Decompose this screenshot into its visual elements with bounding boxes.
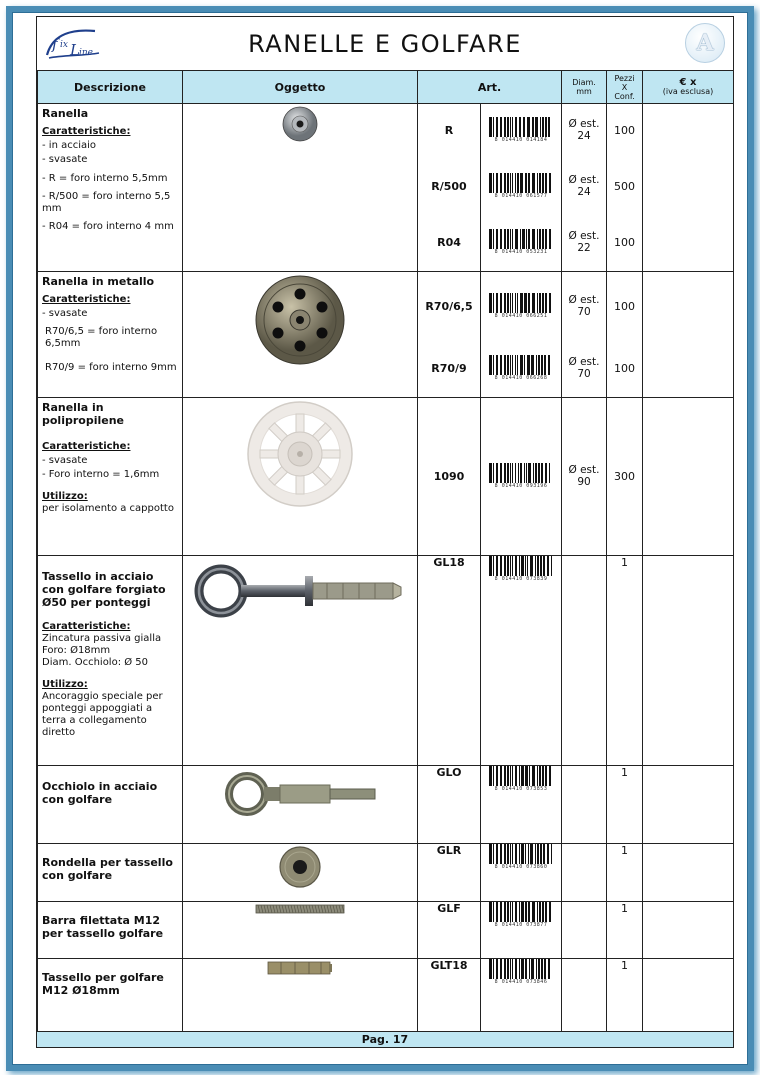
price-cell bbox=[643, 104, 734, 272]
barcode bbox=[488, 902, 554, 928]
product-name: Tassello per golfare M12 Ø18mm bbox=[42, 971, 164, 997]
art-cell bbox=[418, 902, 481, 959]
features-label: Caratteristiche: bbox=[42, 621, 131, 632]
pezzi-cell bbox=[607, 272, 643, 398]
barcode bbox=[488, 766, 554, 792]
feature-line: Foro: Ø18mm bbox=[42, 645, 111, 656]
pezzi-value: 1 bbox=[621, 766, 628, 779]
col-diam-l1: Diam. bbox=[572, 78, 596, 87]
category-badge bbox=[685, 23, 725, 63]
pezzi-cell bbox=[607, 959, 643, 1032]
feature-line: Diam. Occhiolo: Ø 50 bbox=[42, 657, 149, 668]
price-cell bbox=[643, 272, 734, 398]
feature-line: - R/500 = foro interno 5,5 mm bbox=[42, 191, 171, 214]
feature-line: R70/6,5 = foro interno 6,5mm bbox=[45, 326, 158, 349]
art-code: R70/9 bbox=[431, 361, 467, 375]
diam-label: Ø est. bbox=[568, 230, 600, 242]
eye-bolt-anchor-image bbox=[193, 556, 407, 626]
barcode bbox=[488, 293, 554, 319]
row-description bbox=[38, 398, 183, 556]
page-header bbox=[37, 17, 733, 71]
diam-cell bbox=[562, 959, 607, 1032]
diam-cell bbox=[562, 902, 607, 959]
col-pezzi bbox=[607, 71, 643, 104]
price-cell bbox=[643, 844, 734, 902]
svg-text:L: L bbox=[70, 41, 80, 59]
barcode-number: 8 014410 061577 bbox=[494, 193, 548, 199]
barcode bbox=[488, 229, 554, 255]
svg-text:f: f bbox=[52, 35, 58, 53]
pezzi-cell bbox=[607, 902, 643, 959]
product-name: Occhiolo in acciaio con golfare bbox=[42, 780, 158, 806]
row-description bbox=[38, 959, 183, 1032]
feature-line: Zincatura passiva gialla bbox=[42, 633, 162, 644]
barcode-number: 8 014410 066251 bbox=[494, 313, 548, 319]
row-description bbox=[38, 556, 183, 766]
pezzi-value: 500 bbox=[614, 179, 635, 193]
col-descrizione: Descrizione bbox=[38, 71, 183, 104]
product-table bbox=[37, 70, 734, 1032]
barcode-number: 8 014410 093196 bbox=[494, 483, 548, 489]
product-name: Ranella in metallo bbox=[42, 275, 155, 288]
table-row bbox=[38, 766, 734, 844]
pezzi-value: 1 bbox=[621, 844, 628, 857]
price-cell bbox=[643, 556, 734, 766]
feature-line: - in acciaio bbox=[42, 140, 97, 151]
usage-label: Utilizzo: bbox=[42, 491, 88, 502]
pezzi-value: 1 bbox=[621, 556, 628, 569]
art-code: R bbox=[444, 123, 454, 137]
diam-label: Ø est. bbox=[568, 356, 600, 368]
pezzi-cell bbox=[607, 556, 643, 766]
art-code: GLF bbox=[437, 902, 461, 915]
feature-line: - svasate bbox=[42, 154, 88, 165]
diam-cell bbox=[562, 272, 607, 398]
diam-value: 22 bbox=[577, 242, 591, 254]
art-code: R04 bbox=[437, 235, 461, 249]
product-name: Ranella bbox=[42, 107, 89, 120]
threaded-rod-image bbox=[255, 902, 345, 916]
art-cell bbox=[418, 844, 481, 902]
washer-small-image bbox=[280, 104, 320, 144]
diam-cell bbox=[562, 398, 607, 556]
pezzi-value: 100 bbox=[614, 123, 635, 137]
pezzi-cell bbox=[607, 766, 643, 844]
art-code: GL18 bbox=[433, 556, 465, 569]
pezzi-value: 1 bbox=[621, 902, 628, 915]
diam-value: 24 bbox=[577, 130, 591, 142]
barcode bbox=[488, 844, 554, 870]
col-diam bbox=[562, 71, 607, 104]
price-cell bbox=[643, 902, 734, 959]
product-image-cell bbox=[183, 766, 418, 844]
art-cell bbox=[418, 959, 481, 1032]
pezzi-value: 100 bbox=[614, 235, 635, 249]
pezzi-value: 300 bbox=[614, 469, 635, 483]
diam-label: Ø est. bbox=[568, 464, 600, 476]
barcode-cell bbox=[481, 104, 562, 272]
barcode-cell bbox=[481, 272, 562, 398]
usage-text: Ancoraggio speciale per ponteggi appoggiati a terra a collegamento diretto bbox=[42, 691, 163, 738]
table-row bbox=[38, 902, 734, 959]
col-pezzi-l2: X bbox=[621, 82, 628, 92]
svg-text:ine: ine bbox=[79, 48, 94, 58]
row-description bbox=[38, 104, 183, 272]
anchor-sleeve-image bbox=[267, 959, 333, 977]
barcode-cell bbox=[481, 844, 562, 902]
art-code: R/500 bbox=[431, 179, 467, 193]
feature-line: - Foro interno = 1,6mm bbox=[42, 469, 160, 480]
barcode bbox=[488, 173, 554, 199]
barcode-cell bbox=[481, 556, 562, 766]
row-description bbox=[38, 902, 183, 959]
diam-value: 70 bbox=[577, 368, 591, 380]
col-pezzi-l1: Pezzi bbox=[614, 73, 635, 83]
price-cell bbox=[643, 398, 734, 556]
row-description bbox=[38, 272, 183, 398]
feature-line: - svasate bbox=[42, 455, 88, 466]
feature-line: R70/9 = foro interno 9mm bbox=[45, 362, 177, 373]
table-row bbox=[38, 104, 734, 272]
table-row bbox=[38, 398, 734, 556]
col-prezzo bbox=[643, 71, 734, 104]
barcode bbox=[488, 463, 554, 489]
barcode bbox=[488, 355, 554, 381]
diam-label: Ø est. bbox=[568, 294, 600, 306]
row-description bbox=[38, 766, 183, 844]
barcode-cell bbox=[481, 766, 562, 844]
product-name: Ranella in polipropilene bbox=[42, 401, 124, 427]
col-oggetto: Oggetto bbox=[183, 71, 418, 104]
usage-text: per isolamento a cappotto bbox=[42, 503, 174, 514]
col-pezzi-l3: Conf. bbox=[614, 91, 635, 101]
features-label: Caratteristiche: bbox=[42, 126, 131, 137]
feature-line: - svasate bbox=[42, 308, 88, 319]
catalog-page bbox=[36, 16, 734, 1048]
diam-value: 70 bbox=[577, 306, 591, 318]
col-prezzo-l1: € x bbox=[679, 77, 697, 88]
metal-washer-image bbox=[252, 272, 348, 368]
diam-label: Ø est. bbox=[568, 174, 600, 186]
art-code: 1090 bbox=[433, 469, 465, 483]
product-image-cell bbox=[183, 844, 418, 902]
barcode-number: 8 014410 066268 bbox=[494, 375, 548, 381]
barcode-cell bbox=[481, 902, 562, 959]
barcode-number: 8 014410 073877 bbox=[494, 922, 548, 928]
product-name: Tassello in acciaio con golfare forgiato Ø50 per ponteggi bbox=[42, 570, 166, 609]
badge-letter: A bbox=[696, 30, 714, 56]
feature-line: - R = foro interno 5,5mm bbox=[42, 173, 168, 184]
art-code: GLT18 bbox=[430, 959, 468, 972]
diam-cell bbox=[562, 104, 607, 272]
table-row bbox=[38, 272, 734, 398]
product-image-cell bbox=[183, 556, 418, 766]
usage-label: Utilizzo: bbox=[42, 679, 88, 690]
diam-cell bbox=[562, 766, 607, 844]
table-row bbox=[38, 959, 734, 1032]
pezzi-cell bbox=[607, 104, 643, 272]
eye-bolt-image bbox=[223, 766, 377, 822]
art-code: GLR bbox=[436, 844, 462, 857]
row-description bbox=[38, 844, 183, 902]
product-image-cell bbox=[183, 272, 418, 398]
pezzi-cell bbox=[607, 844, 643, 902]
art-cell bbox=[418, 398, 481, 556]
pezzi-cell bbox=[607, 398, 643, 556]
product-image-cell bbox=[183, 959, 418, 1032]
product-image-cell bbox=[183, 902, 418, 959]
round-washer-image bbox=[277, 844, 323, 890]
product-name: Barra filettata M12 per tassello golfare bbox=[42, 914, 164, 940]
diam-cell bbox=[562, 556, 607, 766]
pezzi-value: 1 bbox=[621, 959, 628, 972]
page-title: RANELLE E GOLFARE bbox=[248, 30, 522, 58]
table-row bbox=[38, 844, 734, 902]
art-cell bbox=[418, 766, 481, 844]
product-image-cell bbox=[183, 398, 418, 556]
barcode-number: 8 014410 014184 bbox=[494, 137, 548, 143]
col-prezzo-l2: (iva esclusa) bbox=[662, 87, 714, 96]
barcode-number: 8 014410 053231 bbox=[494, 249, 548, 255]
pezzi-value: 100 bbox=[614, 361, 635, 375]
page-footer bbox=[37, 1031, 733, 1047]
col-diam-l2: mm bbox=[576, 87, 592, 96]
art-cell bbox=[418, 272, 481, 398]
features-label: Caratteristiche: bbox=[42, 294, 131, 305]
barcode-number: 8 014410 073853 bbox=[494, 786, 548, 792]
page-number: Pag. 17 bbox=[361, 1033, 409, 1046]
diam-label: Ø est. bbox=[568, 118, 600, 130]
table-header-row bbox=[38, 71, 734, 104]
barcode bbox=[488, 959, 554, 985]
art-cell bbox=[418, 556, 481, 766]
table-row bbox=[38, 556, 734, 766]
polypropylene-washer-image bbox=[244, 398, 356, 510]
price-cell bbox=[643, 766, 734, 844]
feature-line: - R04 = foro interno 4 mm bbox=[42, 221, 174, 232]
diam-cell bbox=[562, 844, 607, 902]
price-cell bbox=[643, 959, 734, 1032]
art-code: GLO bbox=[436, 766, 462, 779]
barcode-cell bbox=[481, 959, 562, 1032]
art-cell bbox=[418, 104, 481, 272]
art-code: R70/6,5 bbox=[425, 299, 473, 313]
barcode-number: 8 014410 073846 bbox=[494, 979, 548, 985]
product-name: Rondella per tassello con golfare bbox=[42, 856, 173, 882]
barcode bbox=[488, 117, 554, 143]
features-label: Caratteristiche: bbox=[42, 441, 131, 452]
svg-text:ix: ix bbox=[60, 40, 68, 50]
barcode bbox=[488, 556, 554, 582]
barcode-number: 8 014410 073860 bbox=[494, 864, 548, 870]
barcode-cell bbox=[481, 398, 562, 556]
pezzi-value: 100 bbox=[614, 299, 635, 313]
barcode-number: 8 014410 073839 bbox=[494, 576, 548, 582]
col-art: Art. bbox=[418, 71, 562, 104]
product-image-cell bbox=[183, 104, 418, 272]
diam-value: 24 bbox=[577, 186, 591, 198]
diam-value: 90 bbox=[577, 476, 591, 488]
